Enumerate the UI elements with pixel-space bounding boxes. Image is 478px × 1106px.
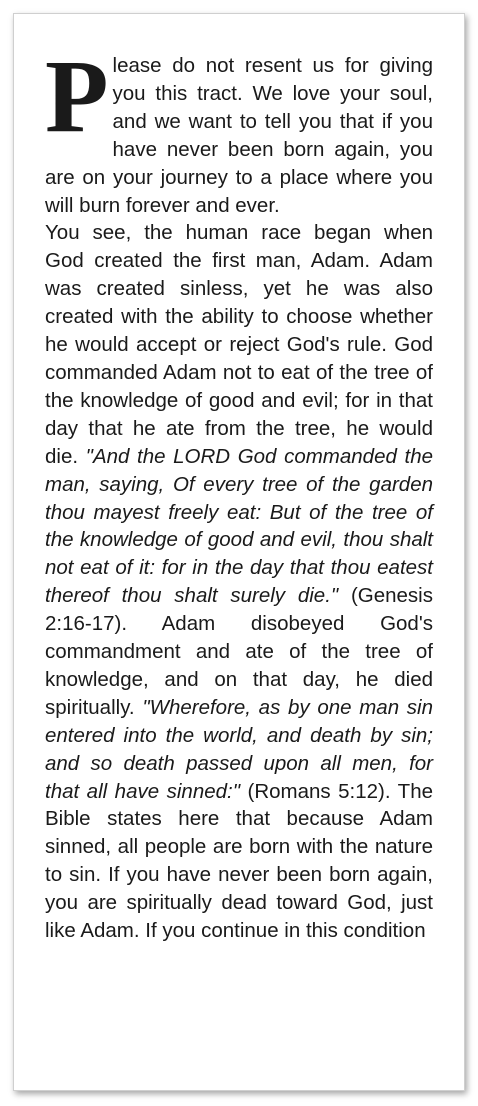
tract-text <box>45 39 433 945</box>
scripture-quote-genesis: "And the LORD God commanded the man, saying, Of every tree of the garden thou mayest freely eat: But of the tree of the knowledge of good and evil, thou shalt not eat of it: for in the day that thou eatest thereof thou shalt surely die." <box>45 444 433 608</box>
adam-text-3: (Romans 5:12). The Bible states here that because Adam sinned, all people are born with the nature to sin. If you have never been born again, you are spiritually dead toward God, just like Adam. If you continue in this condition <box>45 779 433 943</box>
paragraph-intro <box>45 39 433 219</box>
scripture-quote-romans: "Wherefore, as by one man sin entered into the world, and death by sin; and so death passed upon all men, for that all have sinned:" <box>45 695 433 803</box>
adam-text-1: You see, the human race began when God created the first man, Adam. Adam was created sinless, yet he was also created with the ability to choose whether he would accept or reject God's rule. God commanded Adam not to eat of the tree of the knowledge of good and evil; for in that day that he ate from the tree, he would die. <box>45 221 433 468</box>
intro-text: lease do not resent us for giving you this tract. We love your soul, and we want to tell you that if you have never been born again, you are on your journey to a place where you will burn forever and ever. <box>45 54 433 217</box>
adam-text-2: (Genesis 2:16-17). Adam disobeyed God's commandment and ate of the tree of knowledge, and on that day, he died spiritually. <box>45 584 433 719</box>
tract-page <box>13 13 465 1091</box>
paragraph-adam <box>45 219 433 945</box>
drop-cap: P <box>45 39 109 154</box>
